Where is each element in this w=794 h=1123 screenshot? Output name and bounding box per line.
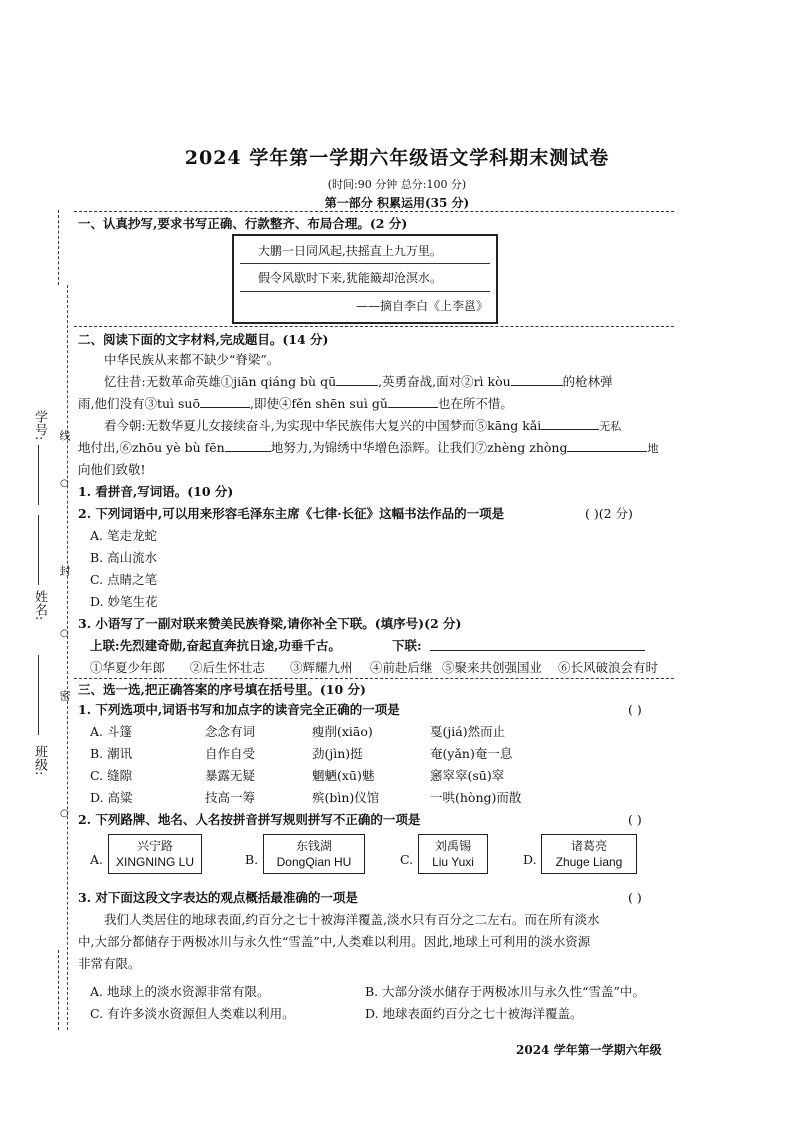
sign-d-py: Zhuge Liang	[555, 855, 623, 869]
q3-s1: 1. 下列选项中,词语书写和加点字的读音完全正确的一项是	[78, 702, 400, 717]
couplet-option: ⑥长风破浪会有时	[558, 660, 659, 675]
sign-c-cn: 刘禹锡	[434, 839, 471, 853]
exam-time-info: (时间:90 分钟 总分:100 分)	[327, 178, 467, 191]
binding-seal-char: 封	[58, 565, 71, 576]
sign-a	[108, 834, 202, 874]
binding-circle: ○	[60, 808, 69, 819]
s1-row-c-4: 窸窣窣(sū)窣	[430, 768, 505, 783]
couplet-option: ④前赴后继	[370, 660, 433, 675]
s1-row-b-1: B. 潮讯	[90, 746, 133, 761]
sign-b-letter: B.	[245, 852, 259, 867]
q2-paragraph-4: 看今朝:无数华夏儿女接续奋斗,为实现中华民族伟大复兴的中国梦而⑤kāng kǎi 无私	[104, 418, 622, 433]
s1-row-c-3: 魍魉(xū)魅	[312, 768, 375, 783]
q3-s2-bracket[interactable]: ( )	[628, 812, 642, 827]
q3-s3: 3. 对下面这段文字表达的观点概括最准确的一项是	[78, 890, 358, 905]
q1-heading: 一、认真抄写,要求书写正确、行款整齐、布局合理。(2 分)	[78, 216, 408, 231]
q2-paragraph-6: 向他们致敬!	[78, 462, 146, 477]
q2-sub2: 2. 下列词语中,可以用来形容毛泽东主席《七律·长征》这幅书法作品的一项是	[78, 506, 505, 521]
s3-option-c: C. 有许多淡水资源但人类难以利用。	[90, 1006, 295, 1021]
sign-c-py: Liu Yuxi	[432, 855, 474, 869]
poem-line-1: 大鹏一日同风起,扶摇直上九万里。	[258, 244, 442, 258]
poem-source: ——摘自李白《上李邕》	[355, 299, 488, 313]
s1-row-a-3: 瘦削(xiāo)	[312, 724, 373, 739]
s1-row-c-1: C. 缝隙	[90, 768, 133, 783]
binding-circle: ○	[60, 628, 69, 639]
q2-paragraph-3: 雨,他们没有③tuì suō ,即使④fěn shēn suì gǔ 也在所不惜。	[78, 396, 513, 411]
sign-d-cn: 诸葛亮	[570, 839, 607, 853]
name-label: 姓名:	[32, 590, 47, 621]
name-blank[interactable]	[38, 515, 40, 585]
student-id-blank[interactable]	[38, 445, 40, 505]
q2-sub3: 3. 小语写了一副对联来赞美民族脊梁,请你补全下联。(填序号)(2 分)	[78, 616, 462, 631]
section-divider	[74, 326, 674, 327]
pinyin-3: 雨,他们没有③tuì suō	[78, 396, 201, 411]
class-blank[interactable]	[38, 655, 40, 735]
binding-circle: ○	[60, 478, 69, 489]
option-d: D. 妙笔生花	[90, 594, 158, 609]
sign-b-py: DongQian HU	[276, 855, 352, 869]
sign-b	[263, 834, 365, 874]
page-title: 2024 学年第一学期六年级语文学科期末测试卷	[184, 147, 610, 169]
q3-s2: 2. 下列路牌、地名、人名按拼音拼写规则拼写不正确的一项是	[78, 812, 421, 827]
s1-row-c-2: 暴露无疑	[205, 768, 256, 783]
sign-a-letter: A.	[90, 852, 104, 867]
answer-blank-2[interactable]	[511, 373, 563, 386]
answer-blank-3[interactable]	[200, 395, 250, 408]
section-divider	[74, 211, 674, 212]
page-footer: 2024 学年第一学期六年级	[516, 1043, 662, 1057]
q3-s1-bracket[interactable]: ( )	[628, 702, 642, 717]
s3-passage-2: 中,大部分都储存于两极冰川与永久性“雪盖”中,人类难以利用。因此,地球上可利用的淡水资源	[78, 934, 591, 949]
s1-row-d-4: 一哄(hòng)而散	[430, 790, 522, 805]
option-b: B. 高山流水	[90, 550, 158, 565]
sign-b-cn: 东钱湖	[295, 839, 332, 853]
s1-row-a-2: 念念有词	[205, 724, 256, 739]
pinyin-5: 看今朝:无数华夏儿女接续奋斗,为实现中华民族伟大复兴的中国梦而⑤kāng kǎi	[104, 418, 542, 433]
s1-row-b-2: 自作自受	[205, 746, 256, 761]
q2-paragraph-2: 忆往昔:无数革命英雄①jiān qiáng bù qū ,英勇奋战,面对②rì kòu 的枪林弹	[104, 374, 613, 389]
pinyin-1: 忆往昔:无数革命英雄①jiān qiáng bù qū	[104, 374, 337, 389]
pinyin-4: ,即使④fěn shēn suì gǔ	[250, 396, 388, 411]
s1-row-b-3: 劲(jìn)挺	[312, 746, 363, 761]
answer-blank-4[interactable]	[388, 395, 438, 408]
couplet-option: ⑤聚来共创强国业	[442, 660, 543, 675]
section-divider	[74, 678, 674, 679]
poem-line-2: 假令风歇时下来,犹能簸却沧溟水。	[258, 271, 442, 285]
q3-heading: 三、选一选,把正确答案的序号填在括号里。(10 分)	[78, 682, 366, 697]
s3-passage-3: 非常有限。	[78, 956, 141, 971]
couplet-lower-blank[interactable]	[430, 650, 645, 651]
sign-a-cn: 兴宁路	[136, 839, 173, 853]
option-c: C. 点睛之笔	[90, 572, 158, 587]
part-one-heading: 第一部分 积累运用(35 分)	[324, 196, 470, 210]
q2-sub2-bracket[interactable]: ( )(2 分)	[585, 506, 633, 521]
s3-option-a: A. 地球上的淡水资源非常有限。	[90, 984, 270, 999]
pinyin-6: 地付出,⑥zhōu yè bù fēn	[78, 440, 225, 455]
couplet-option: ③辉耀九州	[290, 660, 353, 675]
s3-option-d: D. 地球表面约百分之七十被海洋覆盖。	[365, 1006, 583, 1021]
s1-row-d-3: 殡(bìn)仪馆	[312, 790, 380, 805]
pinyin-7: 地努力,为锦绣中华增色添辉。让我们⑦zhèng zhòng	[270, 440, 568, 455]
answer-blank-6[interactable]	[225, 439, 271, 452]
binding-seal2-char: 密	[58, 690, 71, 701]
binding-line-char: 线	[58, 430, 71, 441]
couplet-option: ①华夏少年郎	[90, 660, 166, 675]
sign-c	[418, 834, 488, 874]
answer-blank-7[interactable]	[567, 439, 647, 452]
sign-d	[541, 834, 637, 874]
sign-a-py: XINGNING LU	[115, 855, 194, 869]
copy-box[interactable]	[232, 234, 498, 324]
couplet-option: ②后生怀壮志	[190, 660, 266, 675]
s1-row-d-1: D. 高粱	[90, 790, 133, 805]
pinyin-2: ,英勇奋战,面对②rì kòu	[378, 374, 511, 389]
answer-blank-5[interactable]	[541, 417, 599, 430]
q2-sub1: 1. 看拼音,写词语。(10 分)	[78, 484, 234, 499]
class-label: 班级:	[32, 745, 47, 776]
s1-row-a-1: A. 斗篷	[90, 724, 132, 739]
binding-hatch	[58, 950, 71, 1030]
option-a: A. 笔走龙蛇	[90, 528, 157, 543]
s3-passage-1: 我们人类居住的地球表面,约百分之七十被海洋覆盖,淡水只有百分之二左右。而在所有淡水	[104, 912, 600, 927]
binding-hatch	[58, 210, 71, 285]
s3-option-b: B. 大部分淡水储存于两极冰川与永久性“雪盖”中。	[365, 984, 645, 999]
student-id-label: 学号:	[32, 410, 47, 441]
sign-c-letter: C.	[400, 852, 414, 867]
sign-d-letter: D.	[523, 852, 537, 867]
binding-line	[67, 285, 68, 1030]
answer-blank-1[interactable]	[336, 373, 378, 386]
q2-paragraph-5: 地付出,⑥zhōu yè bù fēn 地努力,为锦绣中华增色添辉。让我们⑦zhèng zhòng 地	[78, 440, 659, 455]
s1-row-d-2: 技高一筹	[205, 790, 256, 805]
couplet-upper: 上联:先烈建奇勋,奋起直奔抗日途,功垂千古。	[90, 638, 341, 653]
q2-heading: 二、阅读下面的文字材料,完成题目。(14 分)	[78, 332, 329, 347]
s1-row-a-4: 戛(jiá)然而止	[430, 724, 506, 739]
q2-paragraph-1: 中华民族从来都不缺少“脊梁”。	[104, 352, 280, 367]
s1-row-b-4: 奄(yǎn)奄一息	[430, 746, 513, 761]
couplet-lower-label: 下联:	[392, 638, 422, 653]
q3-s3-bracket[interactable]: ( )	[628, 890, 642, 905]
